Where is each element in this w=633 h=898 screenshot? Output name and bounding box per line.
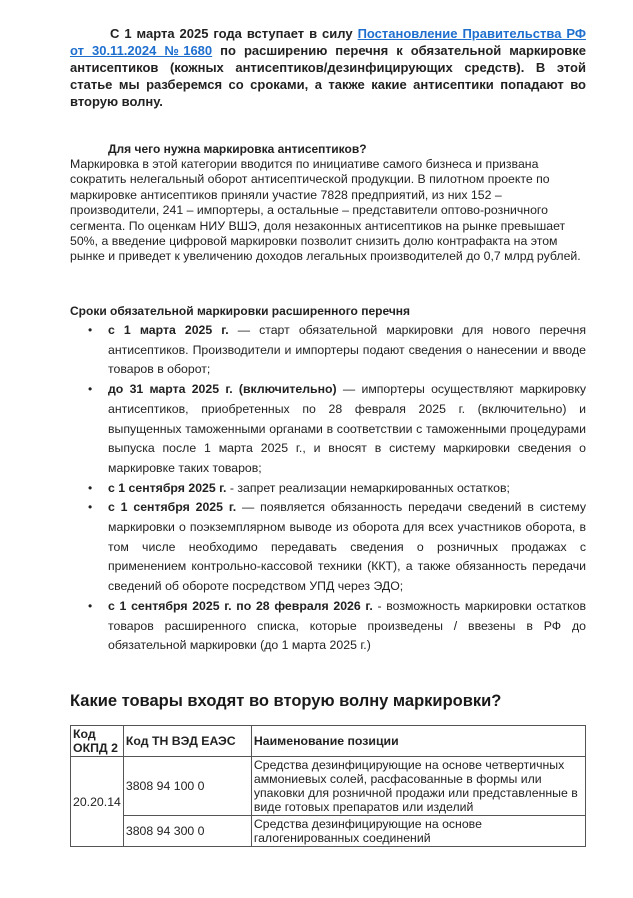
table-header-row	[71, 726, 586, 757]
col-okpd-header: Код ОКПД 2	[71, 726, 124, 757]
term-text: — импортеры осуществляют маркировку антисептиков, приобретенных по 28 февраля 2025 г. (включительно) и выпущенных таможенными органами в соответствии с таможенными процедурами выпуска после 1 марта 2025 г., и вносят в систему маркировки сведения о маркировке таких товаров;	[108, 382, 586, 475]
bullet-icon: •	[88, 500, 93, 515]
intro-tail: по расширению перечня к обязательной маркировке антисептиков (кожных антисептиков/дезинфицирующих средств). В этой статье мы разберемся со сроками, а также какие антисептики попадают во вторую волну.	[70, 43, 587, 109]
item-name-cell: Средства дезинфицирующие на основе четвертичных аммониевых солей, расфасованные в формы или упаковки для розничной продажи или представленные в виде готовых препаратов или изделий	[251, 757, 585, 816]
decree-link[interactable]: Постановление Правительства РФ от 30.11.2024 №1680	[70, 26, 586, 58]
col-tnved-header: Код ТН ВЭД ЕАЭС	[123, 726, 251, 757]
goods-table	[70, 725, 586, 847]
okpd-code-cell: 20.20.14	[71, 757, 124, 847]
list-item	[70, 479, 586, 499]
table-row	[71, 816, 586, 847]
list-item	[70, 321, 586, 380]
second-wave-heading: Какие товары входят во вторую волну маркировки?	[70, 692, 502, 710]
tnved-code-cell: 3808 94 100 0	[123, 757, 251, 816]
terms-list	[70, 321, 586, 656]
bullet-icon: •	[88, 382, 93, 397]
intro-paragraph	[70, 25, 586, 110]
term-text: - возможность маркировки остатков товаров расширенного списка, которые произведены / ввезены в РФ до обязательной маркировки (до 1 марта 2025 г.)	[108, 598, 586, 653]
bullet-icon: •	[88, 323, 93, 337]
bullet-icon: •	[88, 480, 93, 495]
list-item	[70, 498, 586, 597]
term-date: с 1 сентября 2025 г.	[108, 480, 227, 495]
table-row	[71, 757, 586, 816]
list-item	[70, 380, 586, 479]
terms-heading: Сроки обязательной маркировки расширенного перечня	[70, 304, 411, 318]
term-text: - запрет реализации немаркированных остатков;	[226, 480, 510, 495]
term-text: — старт обязательной маркировки для нового перечня антисептиков. Производители и импортеры подают сведения о нанесении и вводе товаров в оборот;	[108, 323, 586, 377]
list-item	[70, 597, 586, 656]
item-name-cell: Средства дезинфицирующие на основе галогенированных соединений	[251, 816, 585, 847]
why-paragraph: Маркировка в этой категории вводится по инициативе самого бизнеса и призвана сократить нелегальный оборот антисептической продукции. В пилотном проекте по маркировке антисептиков приняли участие 7828 предприятий, из них 152 – производители, 241 – импортеры, а остальные – представители оптово-розничного сегмента. По оценкам НИУ ВШЭ, доля незаконных антисептиков на рынке превышает 50%, а введение цифровой маркировки позволит снизить долю контрафакта на этом рынке и приведет к увеличению доходов легальных производителей до 0,7 млрд рублей.	[70, 157, 581, 264]
col-name-header: Наименование позиции	[251, 726, 585, 757]
term-date: до 31 марта 2025 г. (включительно)	[108, 382, 337, 397]
bullet-icon: •	[88, 598, 93, 613]
why-heading: Для чего нужна маркировка антисептиков?	[108, 142, 367, 156]
tnved-code-cell: 3808 94 300 0	[123, 816, 251, 847]
term-date: с 1 сентября 2025 г. по 28 февраля 2026 г.	[108, 598, 373, 613]
term-text: — появляется обязанность передачи сведений в систему маркировки о поэкземплярном выводе из оборота для всех участников оборота, в том числе необходимо передавать сведения о розничных продажах с применением контрольно-кассовой техники (ККТ), а также обязанность передачи сведений об обороте посредством УПД через ЭДО;	[108, 500, 586, 594]
term-date: с 1 сентября 2025 г.	[108, 500, 237, 515]
term-date: с 1 марта 2025 г.	[108, 323, 229, 337]
intro-lead: С 1 марта 2025 года вступает в силу	[110, 26, 358, 41]
